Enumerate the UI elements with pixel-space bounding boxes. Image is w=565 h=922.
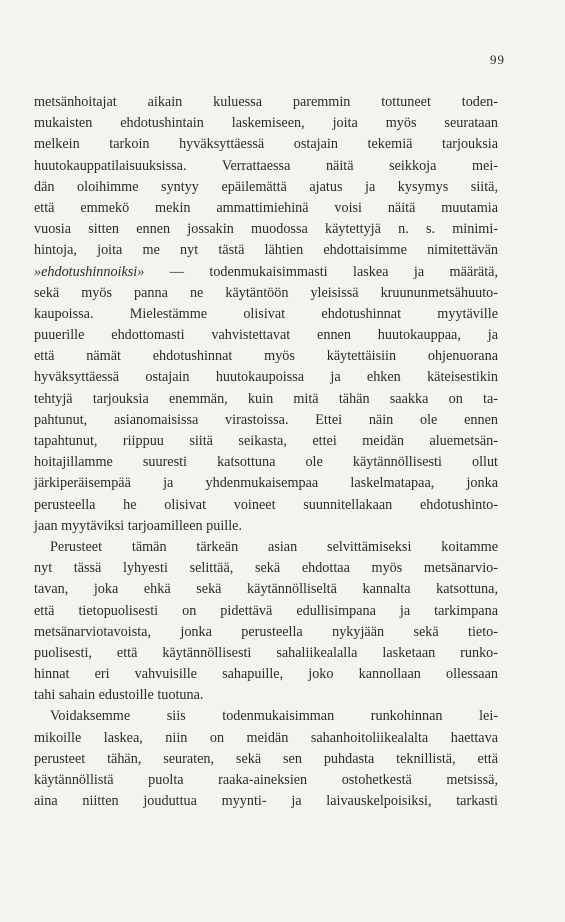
text-line: perusteet tähän, seuraten, sekä sen puhdasta teknillistä, että — [34, 750, 498, 767]
text-line: tahi sahain edustoille tuotuna. — [34, 687, 204, 704]
text-line: että tietopuolisesti on pidettävä edullisimpana ja tarkimpana — [34, 602, 498, 619]
text-line: järkiperäisempää ja yhdenmukaisempaa laskelmatapaa, jonka — [34, 475, 498, 492]
text-line: vuosia sitten ennen jossakin muodossa käytettyjä n. s. minimi- — [34, 221, 498, 238]
text-line: hintoja, joita me nyt tästä lähtien ehdottaisimme nimitettävän — [34, 242, 498, 259]
text-line: puolisesti, että käytännöllisesti sahaliikealalla lasketaan runko- — [34, 644, 498, 661]
text-line: hyväksyttäessä ostajain huutokaupoissa ja ehken käteisestikin — [34, 369, 498, 386]
text-line: tavan, joka ehkä sekä käytännölliseltä kannalta katsottuna, — [34, 581, 498, 598]
page-number: 99 — [490, 52, 505, 67]
body-text — [34, 92, 498, 812]
text-line: Voidaksemme siis todenmukaisimman runkohinnan lei- — [50, 708, 498, 725]
text-line: aina niitten jouduttua myynti- ja laivauskelpoisiksi, tarkasti — [34, 793, 498, 810]
text-line: puuerille ehdottomasti vahvistettavat ennen huutokauppaa, ja — [34, 327, 498, 344]
text-line: nyt tässä lyhyesti selittää, sekä ehdottaa myös metsänarvio- — [34, 560, 498, 577]
text-line: tapahtunut, riippuu siitä seikasta, ettei meidän aluemetsän- — [34, 433, 498, 449]
text-line: että nämät ehdotushinnat myös käytettäisiin ohjenuorana — [34, 348, 498, 365]
text-line: perusteella he olisivat voineet suunnitellakaan ehdotushinto- — [34, 496, 498, 513]
text-line: melkein tarkoin hyväksyttäessä ostajain tekemiä tarjouksia — [34, 136, 498, 153]
text-line — [34, 262, 498, 283]
text-line: sekä myös panna ne käytäntöön yleisissä kruununmetsähuuto- — [34, 284, 498, 301]
text-line: kaupoissa. Mielestämme olisivat ehdotushinnat myytäville — [34, 305, 498, 322]
text-line: mikoille laskea, niin on meidän sahanhoitoliikealalta haettava — [34, 729, 498, 746]
italic-term: »ehdotushinnoiksi» — [34, 263, 145, 280]
text-line: käytännöllistä puolta raaka-aineksien ostohetkestä metsissä, — [34, 772, 498, 788]
text-line: metsänarviotavoista, jonka perusteella nykyjään sekä tieto- — [34, 623, 498, 640]
text-line: dän oloihimme syntyy epäilemättä ajatus ja kysymys siitä, — [34, 178, 498, 195]
text-line: tehtyjä tarjouksia enemmän, kuin mitä tähän saakka on ta- — [34, 390, 498, 407]
text-line: huutokauppatilaisuuksissa. Verrattaessa näitä seikkoja mei- — [34, 157, 498, 174]
text-line: mukaisten ehdotushintain laskemiseen, joita myös seurataan — [34, 115, 498, 132]
text-line: pahtunut, asianomaisissa virastoissa. Ettei näin ole ennen — [34, 411, 498, 428]
text-line: metsänhoitajat aikain kuluessa paremmin tottuneet toden- — [34, 94, 498, 110]
text-line: että emmekö mekin ammattimiehinä voisi näitä muutamia — [34, 199, 498, 216]
text-line: jaan myytäviksi tarjoamilleen puille. — [34, 517, 243, 534]
text-line: Perusteet tämän tärkeän asian selvittämiseksi koitamme — [50, 538, 498, 555]
text-line: hoitajillamme suuresti katsottuna ole käytännöllisesti ollut — [34, 454, 498, 471]
text-line: hinnat eri vahvuisille sahapuille, joko kannollaan ollessaan — [34, 666, 498, 683]
text-line-rest: — todenmukaisimmasti laskea ja määrätä, — [144, 263, 498, 280]
